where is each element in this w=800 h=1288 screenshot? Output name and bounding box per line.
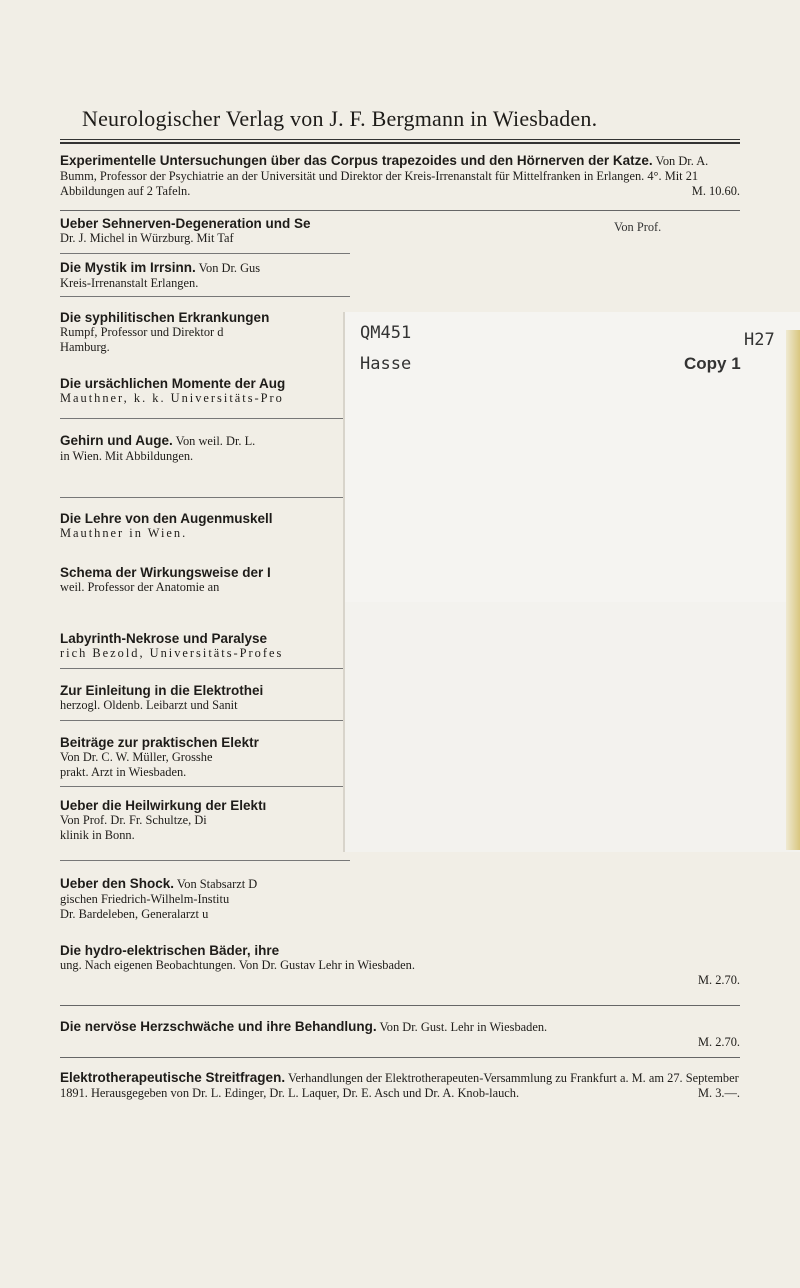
catalog-entry [60,876,350,922]
divider [60,497,350,498]
catalog-entry [60,260,350,291]
entry-title: Die ursächlichen Momente der Aug [60,376,286,391]
entry-body: herzogl. Oldenb. Leibarzt und Sanit [60,698,238,712]
entry-title: Ueber den Shock. [60,876,175,891]
header-rule-top [60,139,740,140]
catalog-entry [60,153,740,200]
catalog-entry [60,310,350,355]
catalog-entry [60,1070,740,1102]
entry-title: Ueber die Heilwirkung der Elektı [60,798,267,813]
entry-body: Mauthner in Wien. [60,526,188,540]
library-slip-lower [345,602,800,852]
entry-title: Die Mystik im Irrsinn. [60,260,196,275]
entry-body: Von Stabsarzt D [176,877,258,891]
divider [60,860,350,861]
catalog-entry [60,631,350,661]
entry-price: M. 2.70. [698,1035,740,1049]
catalog-entry [60,943,740,988]
entry-title: Experimentelle Untersuchungen über das Corpus trapezoides und den Hörnerven der Katze. [60,153,653,168]
catalog-entry [60,565,350,595]
entry-body: ung. Nach eigenen Beobachtungen. Von Dr. Gustav Lehr in Wiesbaden. [60,958,415,972]
slip-author: Hasse [360,354,412,374]
entry-body: Rumpf, Professor und Direktor d [60,325,224,339]
entry-title: Zur Einleitung in die Elektrothei [60,683,264,698]
divider [60,418,350,419]
slip-shadow [786,330,800,850]
entry-body: weil. Professor der Anatomie an [60,580,220,594]
entry-body: Kreis-Irrenanstalt Erlangen. [60,276,199,290]
entry-body: Mauthner, k. k. Universitäts-Pro [60,391,284,405]
entry-title: Schema der Wirkungsweise der I [60,565,271,580]
entry-body: klinik in Bonn. [60,828,135,842]
entry-body: Dr. J. Michel in Würzburg. Mit Taf [60,231,234,245]
slip-edge [343,312,345,852]
entry-body: gischen Friedrich-Wilhelm-Institu [60,892,230,906]
divider [60,210,740,211]
divider [60,786,350,787]
entry-body: Von Dr. Gust. Lehr in Wiesbaden. [379,1020,548,1034]
catalog-entry [60,376,350,406]
entry-body: Von Prof. Dr. Fr. Schultze, Di [60,813,207,827]
entry-title: Beiträge zur praktischen Elektr [60,735,259,750]
entry-body: Von Dr. A. Bumm, Professor der Psychiatrie an der Universität und Direktor der Kreis-Irrenanstalt für Mittelfranken in Erlangen. 4°. Mit 21 Abbildungen auf 2 Tafeln. [60,154,709,198]
entry-price: M. 3.—. [698,1086,740,1100]
entry-body: Von weil. Dr. L. [175,434,256,448]
divider [60,1005,740,1006]
entry-body: Von Dr. C. W. Müller, Grosshe [60,750,213,764]
copy-label: Copy 1 [684,354,741,373]
entry-title: Labyrinth-Nekrose und Paralyse [60,631,268,646]
entry-body: in Wien. Mit Abbildungen. [60,449,194,463]
header-rule-bottom [60,142,740,144]
entry-title: Die syphilitischen Erkrankungen [60,310,270,325]
entry-title: Die hydro-elektrischen Bäder, ihre [60,943,280,958]
entry-body: Hamburg. [60,340,110,354]
catalog-entry [60,798,350,843]
entry-body: rich Bezold, Universitäts-Profes [60,646,284,660]
catalog-entry [60,433,350,464]
entry-body: Verhandlungen der Elektrotherapeuten-Versammlung zu Frankfurt a. M. am 27. September 1891. Herausgegeben von Dr. L. Edinger, Dr. L. Laquer, Dr. E. Asch und Dr. A. Knob-lauch. [60,1071,739,1100]
divider [60,720,350,721]
entry-title: Elektrotherapeutische Streitfragen. [60,1070,286,1085]
shelf-mark: H27 [744,330,775,350]
entry-body: Von Dr. Gus [198,261,261,275]
catalog-entry [60,216,620,246]
entry-title: Die Lehre von den Augenmuskell [60,511,273,526]
catalog-entry [60,511,350,541]
entry-price: M. 2.70. [698,973,740,987]
overflow-text: Von Prof. [614,220,662,234]
entry-title: Ueber Sehnerven-Degeneration und Se [60,216,311,231]
divider [60,668,350,669]
entry-body: Dr. Bardeleben, Generalarzt u [60,907,209,921]
entry-price: M. 10.60. [691,184,740,198]
call-number: QM451 [360,323,412,343]
divider [60,253,350,254]
publisher-header: Neurologischer Verlag von J. F. Bergmann in Wiesbaden. [82,106,598,131]
catalog-entry [60,683,350,713]
catalog-entry [60,1019,740,1050]
entry-title: Die nervöse Herzschwäche und ihre Behandlung. [60,1019,377,1034]
divider [60,296,350,297]
catalog-entry [60,735,350,780]
divider [60,1057,740,1058]
entry-body: prakt. Arzt in Wiesbaden. [60,765,187,779]
entry-title: Gehirn und Auge. [60,433,173,448]
